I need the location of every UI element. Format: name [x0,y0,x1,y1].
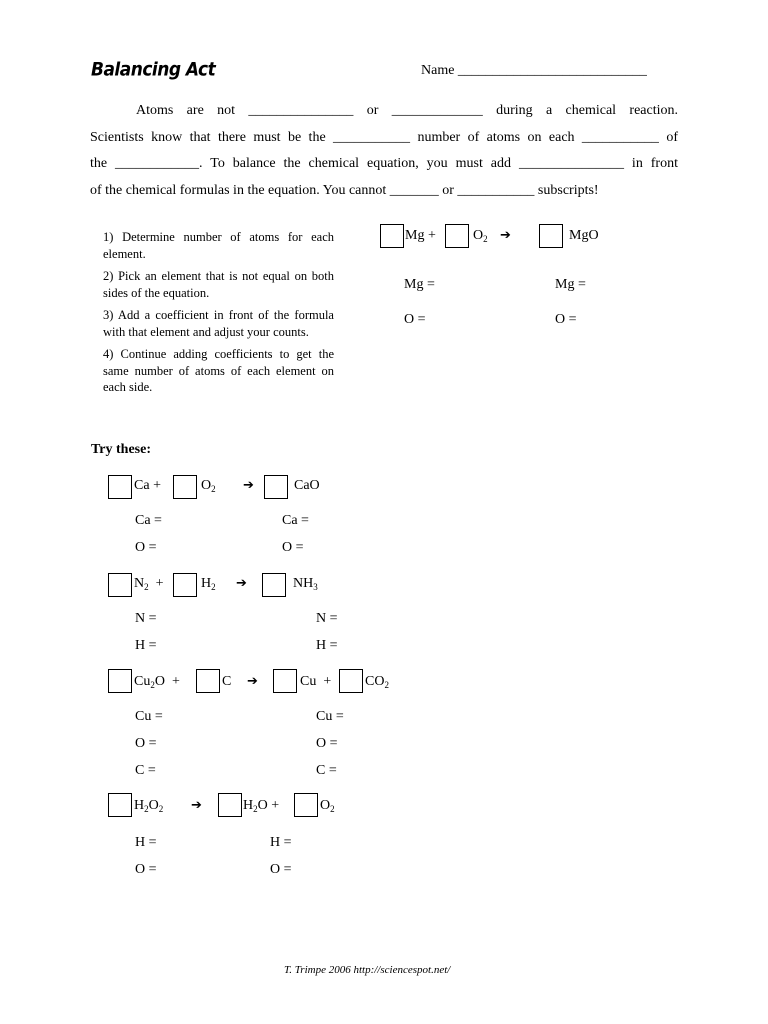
coefficient-box[interactable] [173,573,197,597]
formula-term: $N_2$ + [134,576,164,592]
reaction-arrow-icon: ➔ [236,576,247,591]
coefficient-box[interactable] [173,475,197,499]
coefficient-box[interactable] [262,573,286,597]
coefficient-box[interactable] [273,669,297,693]
atom-count-label: O = [555,312,577,327]
coefficient-box[interactable] [539,224,563,248]
formula-term: $H_2O_2$ [134,798,164,814]
coefficient-box[interactable] [339,669,363,693]
atom-count-label: O = [282,540,304,555]
step-item: 2) Pick an element that is not equal on both sides of the equation. [103,269,334,300]
intro-paragraph [90,98,678,205]
atom-count-label: Ca = [282,513,309,528]
coefficient-box[interactable] [445,224,469,248]
intro-line: the ____________. To balance the chemical equation, you must add _______________ in front [90,156,678,172]
step-item: 3) Add a coefficient in front of the formula with that element and adjust your counts. [103,308,334,339]
atom-count-label: H = [135,638,157,653]
formula-term: $H_2$ [201,576,216,592]
reaction-arrow-icon: ➔ [243,478,254,493]
atom-count-label: O = [135,862,157,877]
formula-term: $H_2O$ + [243,798,280,814]
coefficient-box[interactable] [108,669,132,693]
atom-count-label: N = [316,611,338,626]
intro-line: Scientists know that there must be the ___________ number of atoms on each ___________ of [90,129,678,145]
reaction-arrow-icon: ➔ [247,674,258,689]
formula-term: MgO [569,228,599,243]
formula-term: $Cu_2O$ + [134,674,180,690]
atom-count-label: Cu = [135,709,163,724]
atom-count-label: H = [316,638,338,653]
footer-credit: T. Trimpe 2006 http://sciencespot.net/ [284,964,451,976]
coefficient-box[interactable] [108,793,132,817]
coefficient-box[interactable] [108,475,132,499]
coefficient-box[interactable] [264,475,288,499]
intro-line: Atoms are not _______________ or _____________ during a chemical reaction. [136,103,678,118]
atom-count-label: N = [135,611,157,626]
intro-line: of the chemical formulas in the equation. You cannot _______ or ___________ subscripts! [90,183,599,199]
name-field-label: Name ___________________________ [421,63,647,78]
coefficient-box[interactable] [380,224,404,248]
coefficient-box[interactable] [108,573,132,597]
atom-count-label: C = [316,763,337,778]
coefficient-box[interactable] [196,669,220,693]
reaction-arrow-icon: ➔ [191,798,202,813]
formula-term: $CO_2$ [365,674,389,690]
formula-term: Cu + [300,674,332,689]
atom-count-label: C = [135,763,156,778]
atom-count-label: Cu = [316,709,344,724]
atom-count-label: O = [135,736,157,751]
formula-term: $O_2$ [320,798,335,814]
atom-count-label: O = [316,736,338,751]
atom-count-label: Ca = [135,513,162,528]
coefficient-box[interactable] [218,793,242,817]
atom-count-label: Mg = [555,277,586,292]
coefficient-box[interactable] [294,793,318,817]
try-these-heading: Try these: [91,442,151,457]
atom-count-label: H = [270,835,292,850]
formula-term: Ca + [134,478,161,493]
atom-count-label: H = [135,835,157,850]
formula-term: $NH_3$ [293,576,318,592]
formula-term: C [222,674,232,689]
atom-count-label: Mg = [404,277,435,292]
atom-count-label: O = [270,862,292,877]
atom-count-label: O = [404,312,426,327]
steps-list [103,229,334,402]
step-item: 1) Determine number of atoms for each element. [103,230,334,261]
formula-term: Mg + [405,228,436,243]
reaction-arrow-icon: ➔ [500,228,511,243]
atom-count-label: O = [135,540,157,555]
worksheet-title: Balancing Act [91,59,216,81]
step-item: 4) Continue adding coefficients to get the same number of atoms of each element on each side. [103,347,334,394]
formula-term: $O_2$ [201,478,216,494]
formula-term: CaO [294,478,320,493]
formula-term: $O_2$ [473,228,488,244]
